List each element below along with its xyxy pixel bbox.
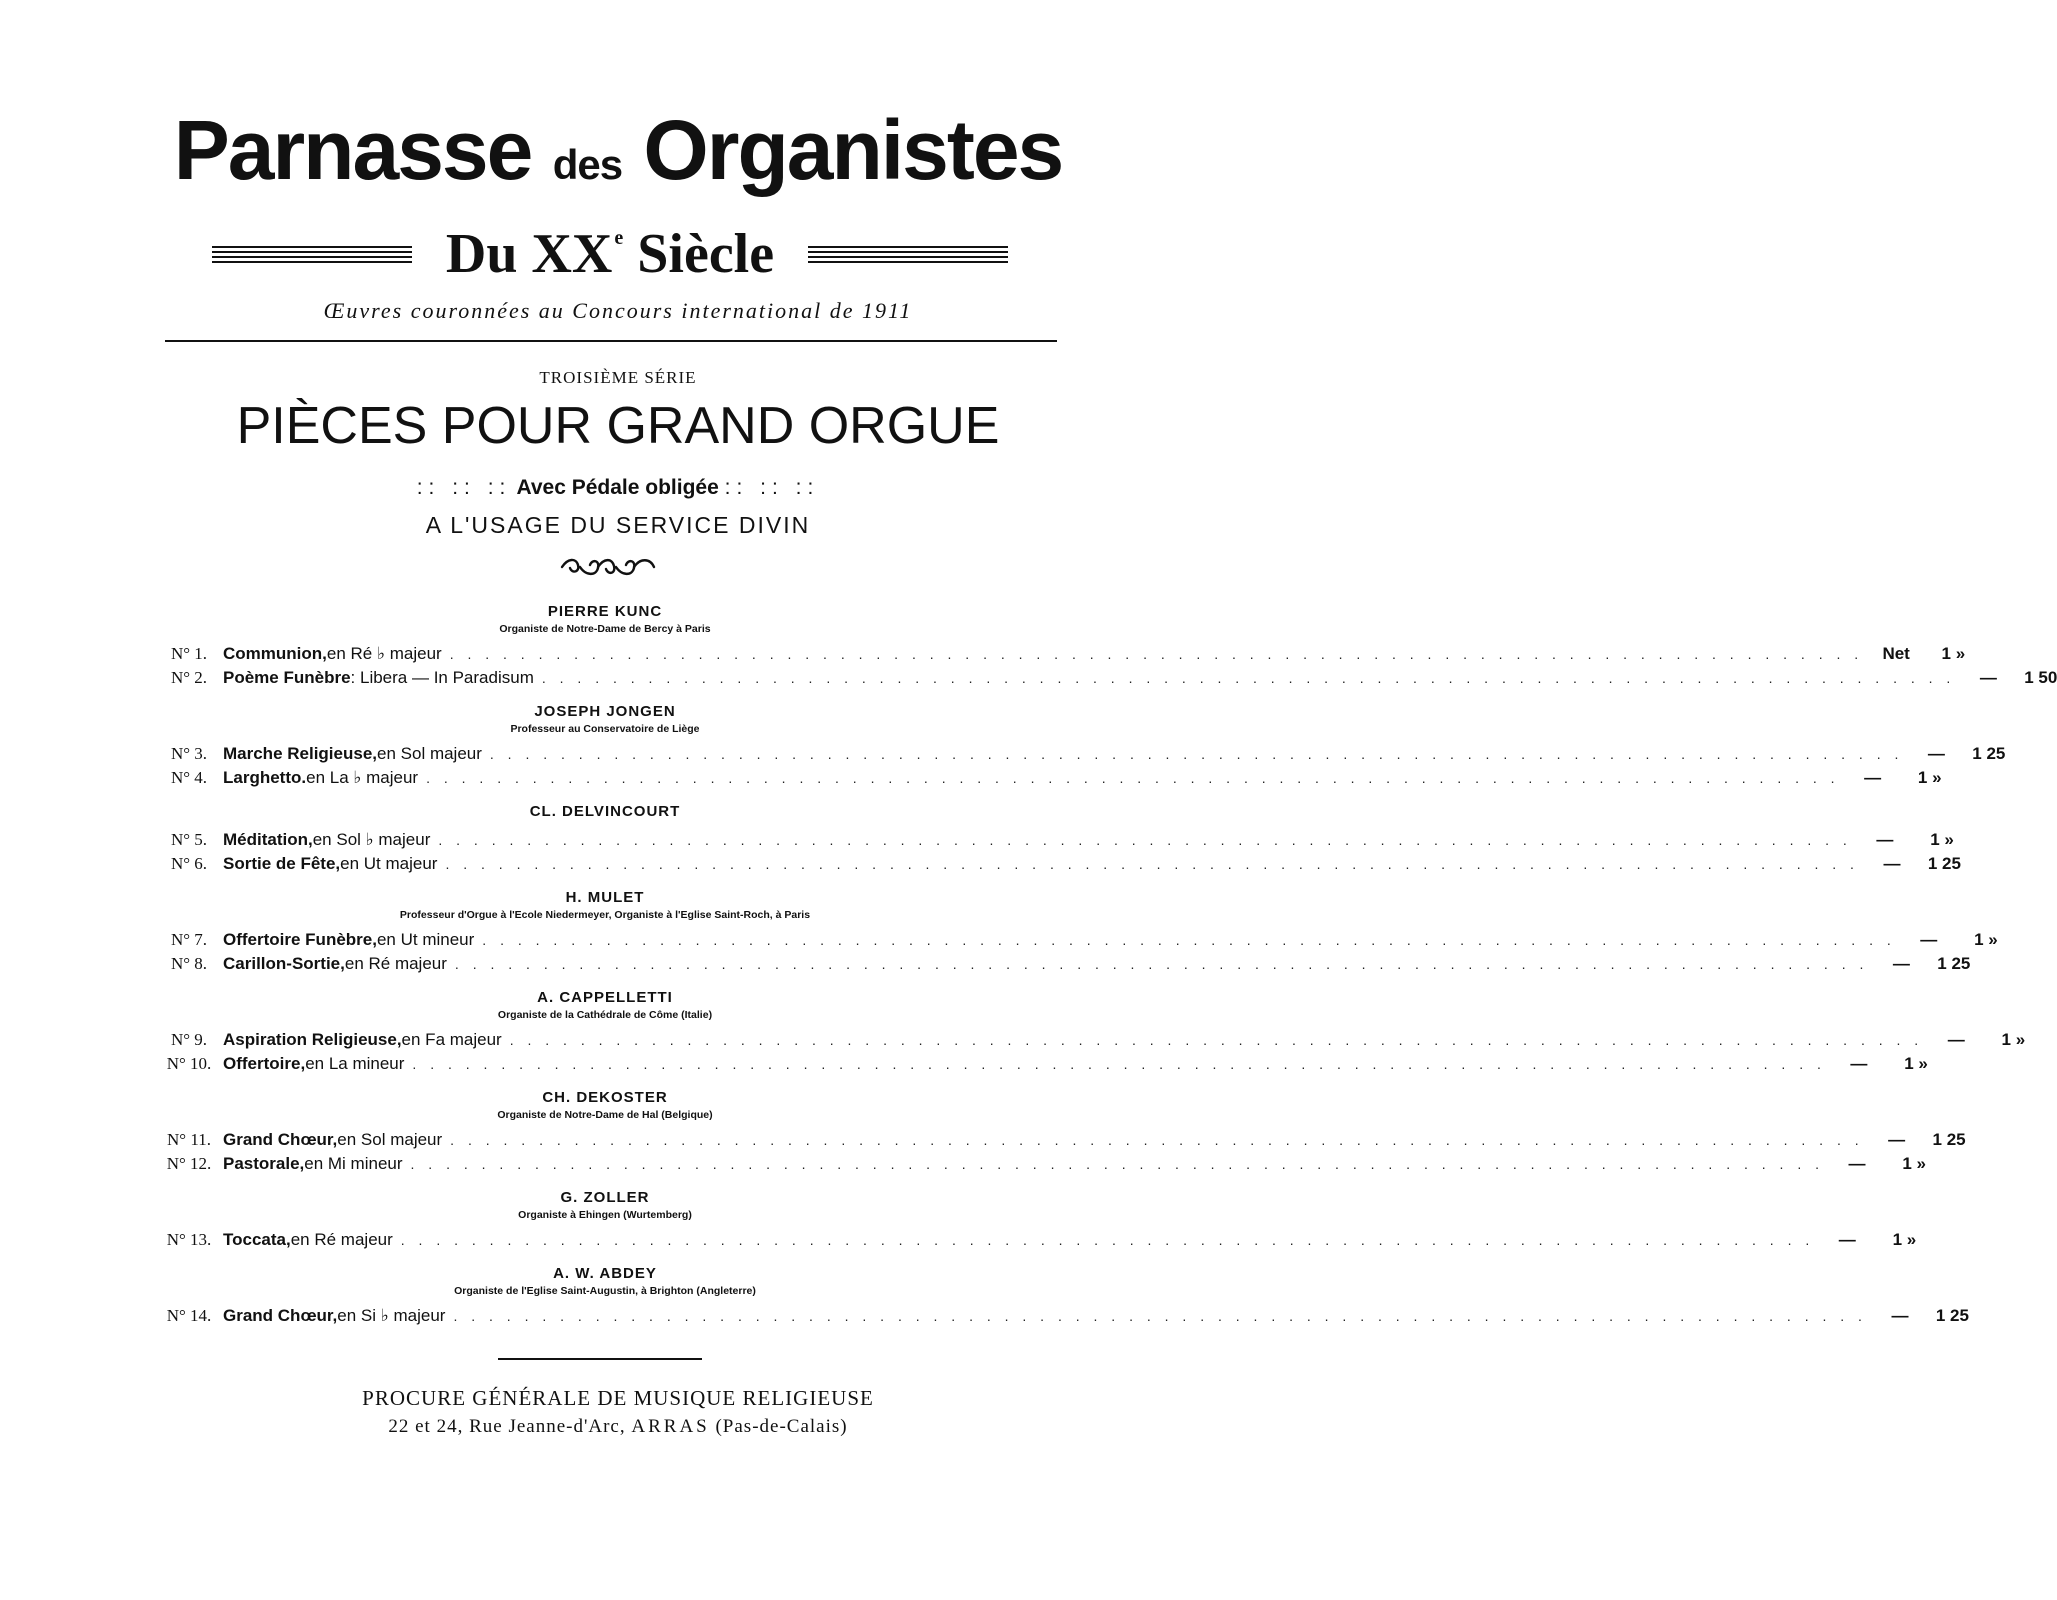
piece-row: [155, 668, 2057, 692]
piece-row: [155, 954, 1971, 978]
fleuron-ornament-icon: [558, 554, 658, 580]
piece-list: [155, 1030, 2026, 1078]
title-part-2: des: [552, 141, 623, 188]
dot-leader: . . . . . . . . . . . . . . . . . . . . . . . . . . . . . . . . . . . . . . . . . . . . . . . . . . . . . . . . . . . . . . . . . . . . . . . . . . . . . . . .: [410, 1156, 1824, 1172]
dot-leader: . . . . . . . . . . . . . . . . . . . . . . . . . . . . . . . . . . . . . . . . . . . . . . . . . . . . . . . . . . . . . . . . . . . . . . . . . . . . . . . .: [400, 1232, 1815, 1248]
piece-name: Larghetto.: [223, 768, 307, 787]
composer-name: PIERRE KUNC: [547, 603, 663, 620]
piece-row: [155, 1230, 1917, 1254]
title-part-1: Parnasse: [173, 103, 532, 197]
page-title: [0, 103, 1236, 197]
dot-leader: . . . . . . . . . . . . . . . . . . . . . . . . . . . . . . . . . . . . . . . . . . . . . . . . . . . . . . . . . . . . . . . . . . . . . . . . . . . . . . . .: [453, 1308, 1867, 1324]
piece-detail: en Sol ♭ majeur: [312, 830, 431, 849]
piece-list: [155, 1306, 1969, 1330]
piece-list: [155, 930, 1998, 978]
composer-block: [155, 802, 1961, 878]
piece-name: Communion,: [223, 644, 327, 663]
price: 1 25: [1935, 1306, 1969, 1325]
dot-leader: . . . . . . . . . . . . . . . . . . . . . . . . . . . . . . . . . . . . . . . . . . . . . . . . . . . . . . . . . . . . . . . . . . . . . . . . . . . . . . . .: [489, 746, 1904, 762]
piece-number: N° 12.: [166, 1154, 212, 1173]
price-prefix: —: [1979, 668, 1997, 687]
piece-row: [155, 1154, 1926, 1178]
collection-title: PIÈCES POUR GRAND ORGUE: [236, 397, 1000, 455]
subtitle-row: [160, 222, 1060, 286]
piece-name: Grand Chœur,: [223, 1130, 338, 1149]
price: 1 25: [1937, 954, 1971, 973]
composer-role: Organiste à Ehingen (Wurtemberg): [518, 1209, 692, 1221]
title-part-3: Organistes: [643, 103, 1063, 197]
composer-name: CH. DEKOSTER: [542, 1089, 668, 1106]
price: 1 »: [1904, 1054, 1928, 1073]
dot-leader: . . . . . . . . . . . . . . . . . . . . . . . . . . . . . . . . . . . . . . . . . . . . . . . . . . . . . . . . . . . . . . . . . . . . . . . . . . . . . . . .: [482, 932, 1896, 948]
piece-name: Grand Chœur,: [223, 1306, 338, 1325]
piece-number: N° 14.: [166, 1306, 212, 1325]
piece-detail: en Ut mineur: [376, 930, 475, 949]
usage-line: A L'USAGE DU SERVICE DIVIN: [425, 512, 811, 538]
composer-block: [155, 1088, 1966, 1178]
piece-detail: en Ré majeur: [290, 1230, 393, 1249]
composer-name: JOSEPH JONGEN: [534, 703, 676, 720]
piece-detail: : Libera — In Paradisum: [350, 668, 534, 687]
piece-name: Aspiration Religieuse,: [223, 1030, 402, 1049]
composer-block: [155, 888, 1998, 978]
price: 1 »: [1892, 1230, 1917, 1249]
dot-leader: . . . . . . . . . . . . . . . . . . . . . . . . . . . . . . . . . . . . . . . . . . . . . . . . . . . . . . . . . . . . . . . . . . . . . . . . . . . . . . . .: [454, 956, 1869, 972]
piece-detail: en Si ♭ majeur: [337, 1306, 446, 1325]
piece-list: [155, 830, 1961, 878]
piece-list: [155, 644, 2057, 692]
price-prefix: —: [1947, 1030, 1965, 1049]
piece-name: Pastorale,: [223, 1154, 305, 1173]
piece-row: [155, 1030, 2026, 1054]
dot-leader: . . . . . . . . . . . . . . . . . . . . . . . . . . . . . . . . . . . . . . . . . . . . . . . . . . . . . . . . . . . . . . . . . . . . . . . . . . . . . . . .: [449, 646, 1864, 662]
dot-leader: . . . . . . . . . . . . . . . . . . . . . . . . . . . . . . . . . . . . . . . . . . . . . . . . . . . . . . . . . . . . . . . . . . . . . . . . . . . . . . . .: [412, 1056, 1826, 1072]
piece-number: N° 1.: [170, 644, 208, 663]
composer-block: [155, 702, 2006, 792]
price-prefix: —: [1864, 768, 1882, 787]
piece-detail: en La ♭ majeur: [306, 768, 419, 787]
piece-row: [155, 1130, 1966, 1154]
piece-number: N° 7.: [170, 930, 208, 949]
composer-role: Professeur au Conservatoire de Liège: [510, 723, 700, 735]
price-prefix: —: [1891, 1306, 1909, 1325]
piece-list: [155, 1230, 1917, 1254]
composer-name: A. CAPPELLETTI: [537, 989, 673, 1006]
series-label: TROISIÈME SÉRIE: [539, 368, 697, 387]
piece-detail: en Mi mineur: [304, 1154, 403, 1173]
composer-name: H. MULET: [565, 889, 645, 906]
piece-row: [155, 644, 1966, 668]
piece-row: [155, 854, 1961, 878]
dot-leader: . . . . . . . . . . . . . . . . . . . . . . . . . . . . . . . . . . . . . . . . . . . . . . . . . . . . . . . . . . . . . . . . . . . . . . . . . . . . . . . .: [509, 1032, 1924, 1048]
composer-role: Professeur d'Orgue à l'Ecole Niedermeyer, Organiste à l'Eglise Saint-Roch, à Paris: [399, 909, 811, 921]
composer-name: A. W. ABDEY: [553, 1265, 657, 1282]
piece-number: N° 5.: [170, 830, 208, 849]
divider-top: [165, 340, 1057, 342]
composer-name: G. ZOLLER: [560, 1189, 650, 1206]
price-prefix: —: [1850, 1054, 1868, 1073]
piece-number: N° 9.: [170, 1030, 208, 1049]
piece-detail: en Ré majeur: [344, 954, 447, 973]
composer-block: [155, 988, 2026, 1078]
divider-bottom: [498, 1358, 702, 1360]
piece-name: Toccata,: [223, 1230, 291, 1249]
price-prefix: —: [1838, 1230, 1856, 1249]
piece-number: N° 13.: [166, 1230, 212, 1249]
piece-number: N° 4.: [170, 768, 208, 787]
piece-row: [155, 930, 1998, 954]
dot-leader: . . . . . . . . . . . . . . . . . . . . . . . . . . . . . . . . . . . . . . . . . . . . . . . . . . . . . . . . . . . . . . . . . . . . . . . . . . . . . . . .: [541, 670, 1956, 686]
piece-row: [155, 768, 1942, 792]
price-prefix: —: [1888, 1130, 1906, 1149]
price: 1 »: [1917, 768, 1942, 787]
price: 1 25: [1932, 1130, 1966, 1149]
publisher: PROCURE GÉNÉRALE DE MUSIQUE RELIGIEUSE: [362, 1386, 874, 1410]
price-prefix: —: [1920, 930, 1938, 949]
piece-number: N° 8.: [170, 954, 208, 973]
tagline: Œuvres couronnées au Concours international de 1911: [323, 298, 913, 323]
price-prefix: Net: [1882, 644, 1910, 663]
piece-detail: en Sol majeur: [337, 1130, 443, 1149]
piece-name: Méditation,: [223, 830, 313, 849]
price: 1 50: [2024, 668, 2057, 687]
pedale-line: :: :: :: Avec Pédale obligée :: :: ::: [416, 476, 820, 499]
piece-detail: en Fa majeur: [401, 1030, 502, 1049]
right-rule-ornament: [808, 246, 1008, 263]
piece-list: [155, 744, 2006, 792]
price: 1 25: [1927, 854, 1961, 873]
left-rule-ornament: [212, 246, 412, 263]
composer-role: Organiste de la Cathédrale de Côme (Italie): [497, 1009, 713, 1021]
price-prefix: —: [1883, 854, 1901, 873]
price: 1 »: [1902, 1154, 1926, 1173]
piece-name: Offertoire,: [223, 1054, 306, 1073]
dot-leader: . . . . . . . . . . . . . . . . . . . . . . . . . . . . . . . . . . . . . . . . . . . . . . . . . . . . . . . . . . . . . . . . . . . . . . . . . . . . . . . .: [445, 856, 1859, 872]
piece-row: [155, 1306, 1969, 1330]
price-prefix: —: [1892, 954, 1910, 973]
piece-detail: en Ré ♭ majeur: [326, 644, 442, 663]
price-prefix: —: [1876, 830, 1894, 849]
piece-name: Poème Funèbre: [223, 668, 351, 687]
price: 1 »: [1974, 930, 1998, 949]
composer-role: Organiste de Notre-Dame de Hal (Belgique): [497, 1109, 713, 1121]
piece-name: Offertoire Funèbre,: [223, 930, 377, 949]
price: 1 »: [1930, 830, 1954, 849]
piece-row: [155, 1054, 1928, 1078]
price-prefix: —: [1927, 744, 1945, 763]
piece-number: N° 11.: [167, 1130, 211, 1149]
dot-leader: . . . . . . . . . . . . . . . . . . . . . . . . . . . . . . . . . . . . . . . . . . . . . . . . . . . . . . . . . . . . . . . . . . . . . . . . . . . . . . . .: [450, 1132, 1864, 1148]
price-prefix: —: [1848, 1154, 1866, 1173]
piece-detail: en La mineur: [305, 1054, 405, 1073]
subtitle: Du XX $^e$ Siècle: [445, 223, 775, 285]
piece-name: Marche Religieuse,: [223, 744, 378, 763]
piece-detail: en Ut majeur: [340, 854, 438, 873]
pedale-text: Avec Pédale obligée: [516, 476, 719, 499]
price: 1 »: [1941, 644, 1966, 663]
catalogue: [155, 602, 2057, 1330]
piece-row: [155, 830, 1954, 854]
piece-number: N° 2.: [170, 668, 208, 687]
piece-row: [155, 744, 2006, 768]
composer-role: Organiste de Notre-Dame de Bercy à Paris: [499, 623, 711, 635]
dot-leader: . . . . . . . . . . . . . . . . . . . . . . . . . . . . . . . . . . . . . . . . . . . . . . . . . . . . . . . . . . . . . . . . . . . . . . . . . . . . . . . .: [438, 832, 1852, 848]
composer-name: CL. DELVINCOURT: [529, 803, 681, 820]
piece-number: N° 10.: [166, 1054, 212, 1073]
price: 1 »: [2001, 1030, 2026, 1049]
piece-name: Sortie de Fête,: [223, 854, 341, 873]
piece-detail: en Sol majeur: [377, 744, 482, 763]
publisher-address: 22 et 24, Rue Jeanne-d'Arc, ARRAS (Pas-de-Calais): [388, 1416, 848, 1437]
price: 1 25: [1972, 744, 2006, 763]
piece-name: Carillon-Sortie,: [223, 954, 345, 973]
composer-block: [155, 602, 2057, 692]
dot-leader: . . . . . . . . . . . . . . . . . . . . . . . . . . . . . . . . . . . . . . . . . . . . . . . . . . . . . . . . . . . . . . . . . . . . . . . . . . . . . . . .: [426, 770, 1840, 786]
composer-role: Organiste de l'Eglise Saint-Augustin, à Brighton (Angleterre): [454, 1285, 756, 1297]
composer-block: [155, 1264, 1969, 1330]
composer-block: [155, 1188, 1917, 1254]
piece-list: [155, 1130, 1966, 1178]
piece-number: N° 3.: [170, 744, 208, 763]
piece-number: N° 6.: [170, 854, 208, 873]
